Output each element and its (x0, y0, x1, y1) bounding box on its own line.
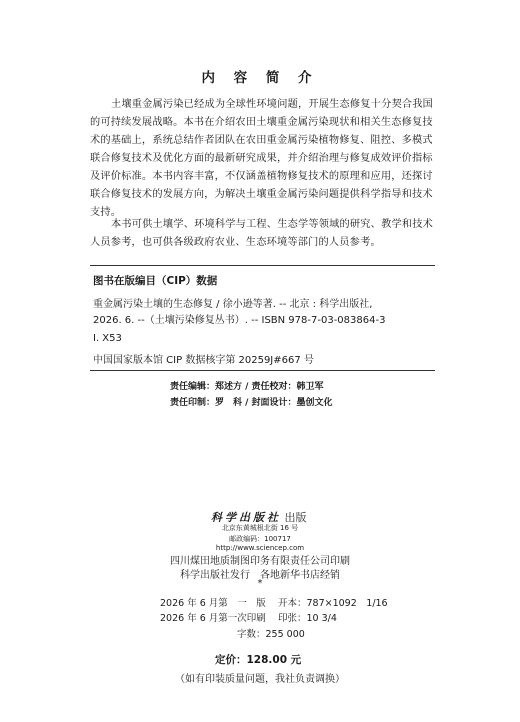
credits-line-1: 责任编辑：郑述方 / 责任校对：韩卫军 (170, 382, 324, 392)
publisher-postcode: 邮政编码：100717 (229, 535, 291, 543)
words-label: 字数：255 000 (237, 629, 305, 640)
publisher-suffix: 出版 (284, 511, 307, 524)
edition-label: 2026 年 6 月第 一 版 (160, 598, 266, 609)
distribution-line: 科学出版社发行 各地新华书店经销 (180, 570, 340, 581)
cip-line-4: 中国国家版本馆 CIP 数据核字第 20259J#667 号 (93, 355, 314, 366)
cip-heading: 图书在版编目（CIP）数据 (93, 275, 218, 287)
cip-bottom-rule (90, 370, 435, 371)
intro-paragraph-1: 土壤重金属污染已经成为全球性环境问题，开展生态修复十分契合我国的可持续发展战略。本书在介绍农田土壤重金属污染现状和相关生态修复技术的基础上，系统总结作者团队在农田重金属污染植物修复、阻控、多模式联合修复技术及优化方面的最新研究成果，并介绍治理与修复成效评价指标及评价标准。本书内容丰富，不仅涵盖植物修复技术的原理和应用，还探讨联合修复技术的发展方向，为解决土壤重金属污染问题提供科学指导和技术支持。 (90, 99, 434, 218)
cip-line-1: 重金属污染土壤的生态修复 / 徐小逊等著. -- 北京 : 科学出版社, (93, 299, 373, 310)
price-label: 定价：128.00 元 (215, 654, 302, 666)
publisher-website: http://www.sciencep.com (215, 544, 305, 552)
separator-star: * (257, 578, 263, 589)
credits-line-2: 责任印制：罗 科 / 封面设计：墨创文化 (170, 398, 333, 408)
intro-paragraph-2: 本书可供土壤学、环境科学与工程、生态学等领域的研究、教学和技术人员参考，也可供各级政府农业、生态环境等部门的人员参考。 (90, 219, 434, 248)
quality-notice: （如有印装质量问题，我社负责调换） (175, 674, 345, 685)
cip-top-rule (90, 265, 435, 266)
publisher-address: 北京东黄城根北街 16 号 (221, 524, 299, 532)
printer-line: 四川煤田地质制图印务有限责任公司印刷 (170, 556, 350, 567)
cip-line-2: 2026. 6. --（土壤污染修复丛书）. -- ISBN 978-7-03-083864-3 (93, 315, 386, 326)
section-title: 内 容 简 介 (201, 70, 319, 86)
sheets-label: 印张：10 3/4 (278, 613, 337, 624)
cip-line-3: Ⅰ. X53 (93, 333, 122, 344)
publisher-logo: 科学出版社 (211, 511, 281, 524)
format-label: 开本：787×1092 1/16 (278, 598, 388, 609)
print-label: 2026 年 6 月第一次印刷 (160, 613, 266, 624)
